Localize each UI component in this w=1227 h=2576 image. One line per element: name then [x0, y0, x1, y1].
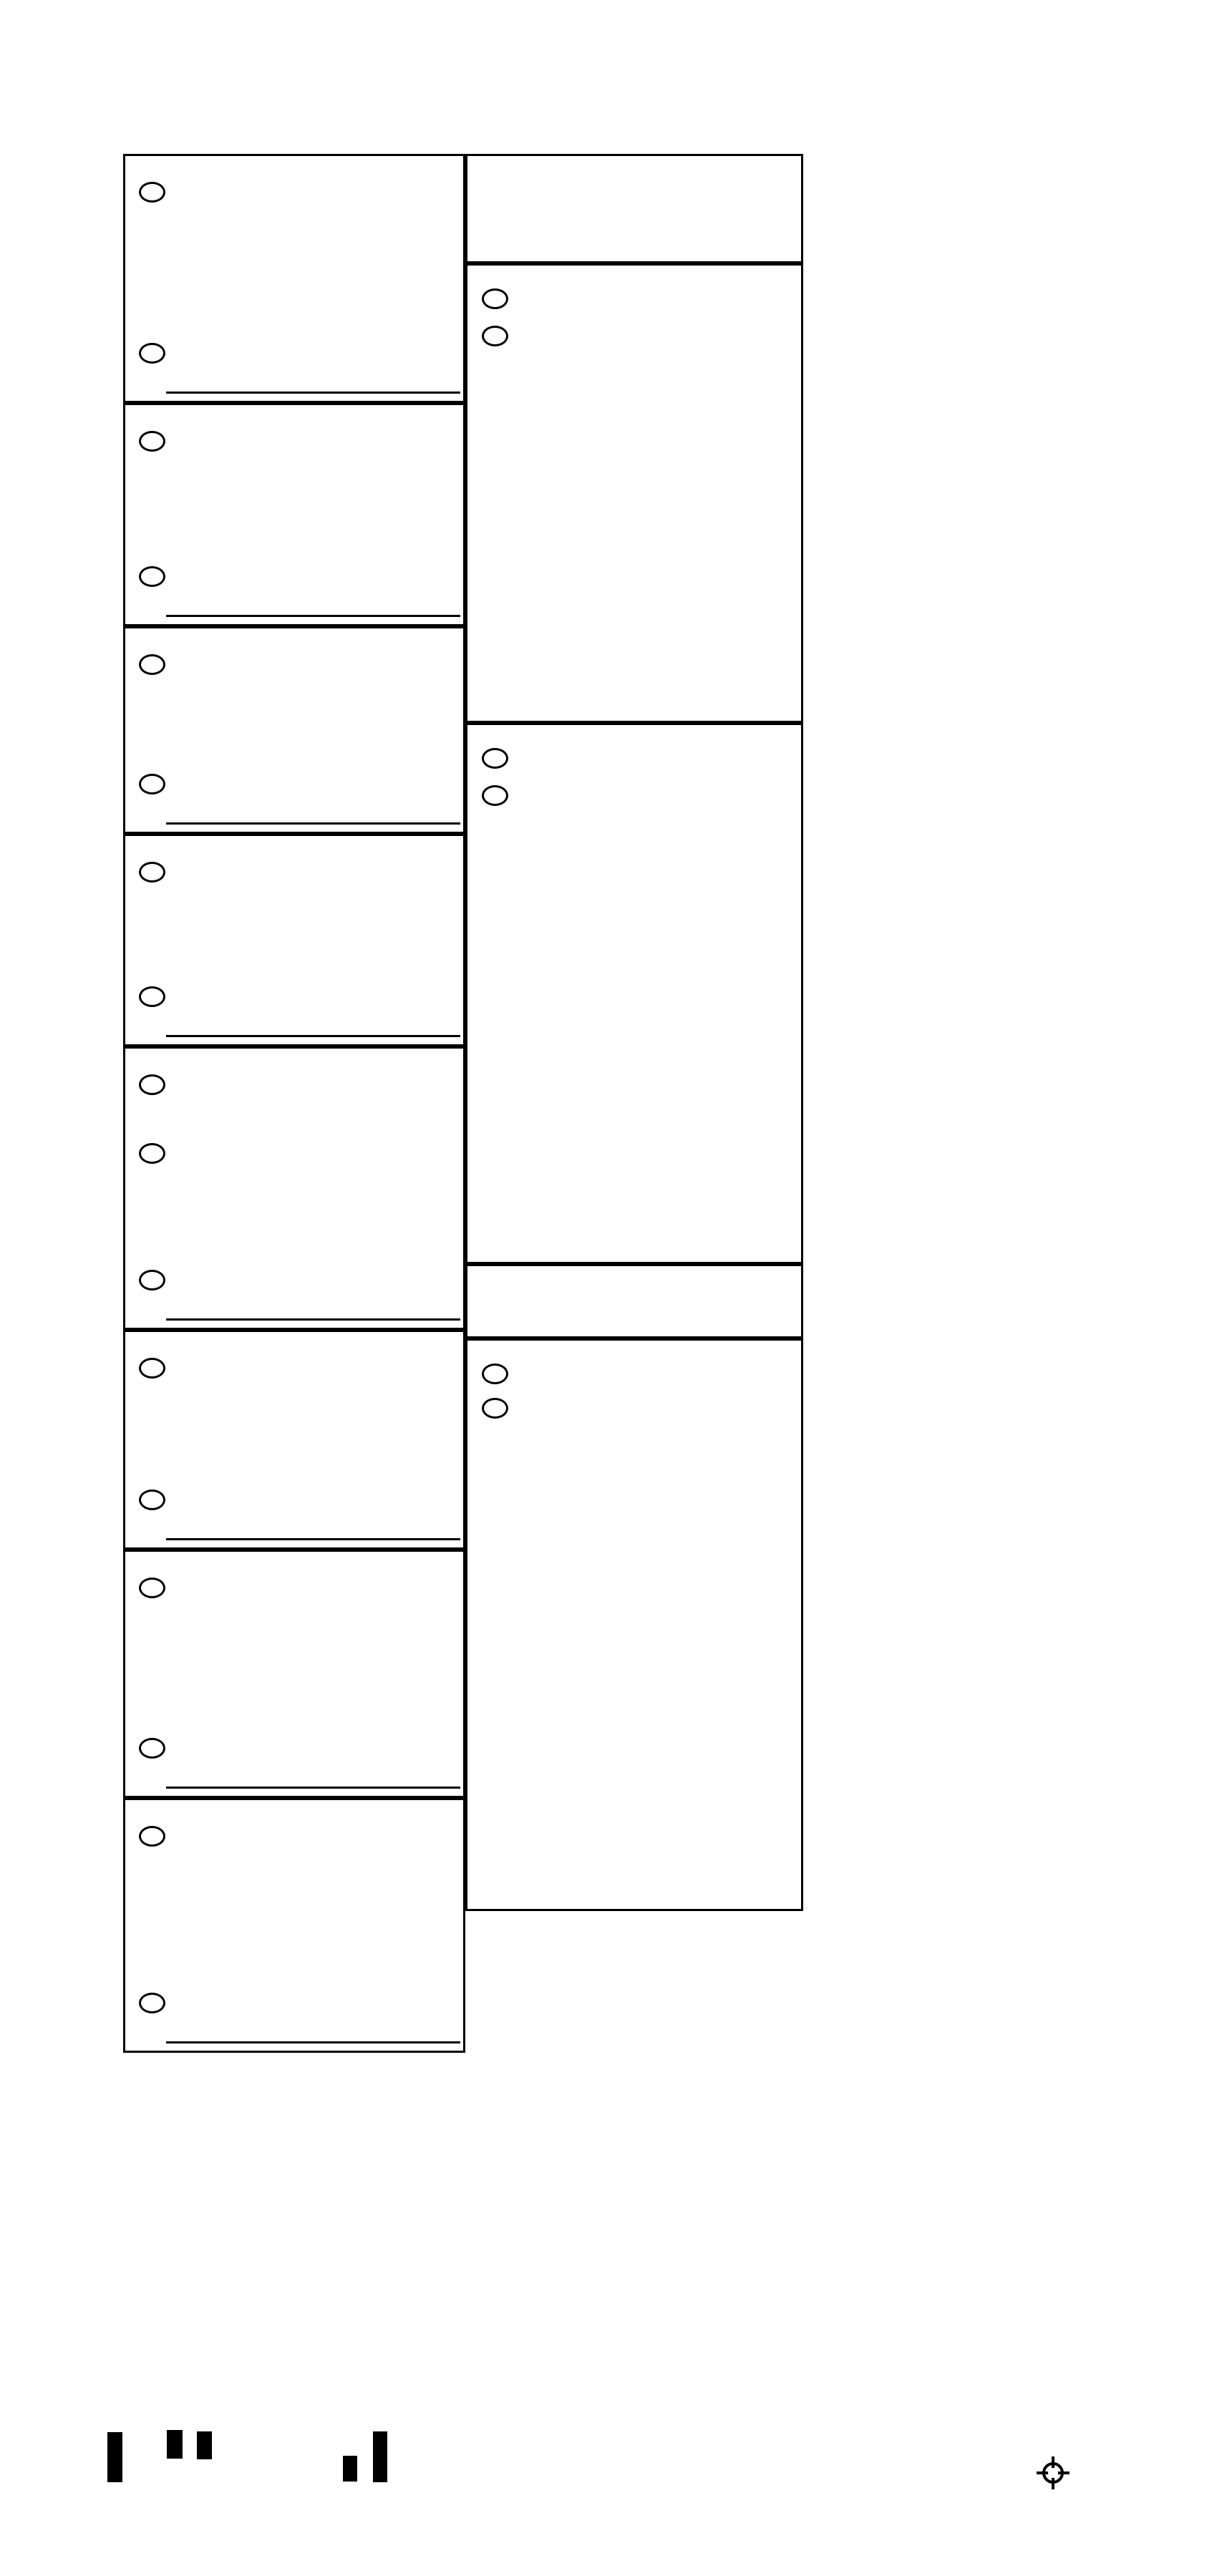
no-row: [467, 782, 801, 811]
amendments-header: [465, 154, 803, 263]
code-bar: [197, 2431, 212, 2459]
measure-choices: [467, 745, 801, 811]
measure-box-referendum-a: [465, 1338, 803, 1911]
candidate-row: [125, 1824, 463, 1873]
yes-bubble[interactable]: [482, 1364, 508, 1384]
code-bar: [167, 2430, 183, 2459]
candidate-row: [125, 1142, 463, 1190]
fill-bubble[interactable]: [139, 1826, 165, 1847]
code-bar: [107, 2432, 122, 2482]
candidate-row: [125, 1073, 463, 1122]
yes-bubble[interactable]: [482, 748, 508, 769]
writein-area[interactable]: [166, 1538, 460, 1543]
fill-bubble[interactable]: [139, 1578, 165, 1598]
writein-bubble[interactable]: [139, 343, 165, 364]
code-bar: [343, 2456, 357, 2482]
candidate-row: [125, 1356, 463, 1405]
contest-box-coroner: [123, 1046, 465, 1330]
candidate-row: [125, 653, 463, 701]
writein-area[interactable]: [166, 2041, 460, 2046]
writein-area[interactable]: [166, 1787, 460, 1792]
fill-bubble[interactable]: [139, 862, 165, 883]
candidate-row: [125, 180, 463, 229]
yes-row: [467, 286, 801, 314]
writein-area[interactable]: [166, 392, 460, 397]
contest-box-district-attorney: [123, 154, 465, 403]
code-bar: [373, 2431, 387, 2482]
no-bubble[interactable]: [482, 326, 508, 346]
contest-box-commissioner-district-5: [123, 1798, 465, 2053]
writein-area[interactable]: [166, 1318, 460, 1323]
fill-bubble[interactable]: [139, 182, 165, 203]
contest-box-commission-chairman: [123, 1550, 465, 1798]
fill-bubble[interactable]: [139, 431, 165, 452]
writein-bubble[interactable]: [139, 1270, 165, 1291]
no-row: [467, 323, 801, 351]
candidate-row: [125, 1576, 463, 1625]
writein-bubble[interactable]: [139, 774, 165, 794]
writein-bubble[interactable]: [139, 1993, 165, 2013]
contest-box-sheriff: [123, 626, 465, 834]
no-bubble[interactable]: [482, 785, 508, 806]
candidate-row: [125, 860, 463, 909]
contest-box-tax-commissioner: [123, 834, 465, 1046]
contest-box-clerk-superior-court: [123, 403, 465, 626]
writein-bubble[interactable]: [139, 1738, 165, 1759]
no-row: [467, 1395, 801, 1422]
fill-bubble[interactable]: [139, 1358, 165, 1379]
measure-choices: [467, 1361, 801, 1422]
contest-box-solicitor-general: [123, 1330, 465, 1550]
fill-bubble[interactable]: [139, 654, 165, 675]
writein-area[interactable]: [166, 1035, 460, 1040]
writein-bubble[interactable]: [139, 1489, 165, 1510]
fill-bubble[interactable]: [139, 1143, 165, 1164]
crosshair-registration-icon: [1037, 2456, 1070, 2489]
writein-bubble[interactable]: [139, 986, 165, 1007]
writein-area[interactable]: [166, 615, 460, 620]
measure-choices: [467, 286, 801, 351]
fill-bubble[interactable]: [139, 1074, 165, 1095]
measure-box-amendment-2: [465, 723, 803, 1264]
no-bubble[interactable]: [482, 1398, 508, 1419]
writein-bubble[interactable]: [139, 566, 165, 587]
yes-row: [467, 745, 801, 774]
writein-area[interactable]: [166, 822, 460, 827]
yes-bubble[interactable]: [482, 288, 508, 309]
measure-box-amendment-1: [465, 263, 803, 723]
referendum-header: [465, 1264, 803, 1338]
candidate-row: [125, 429, 463, 478]
yes-row: [467, 1361, 801, 1388]
